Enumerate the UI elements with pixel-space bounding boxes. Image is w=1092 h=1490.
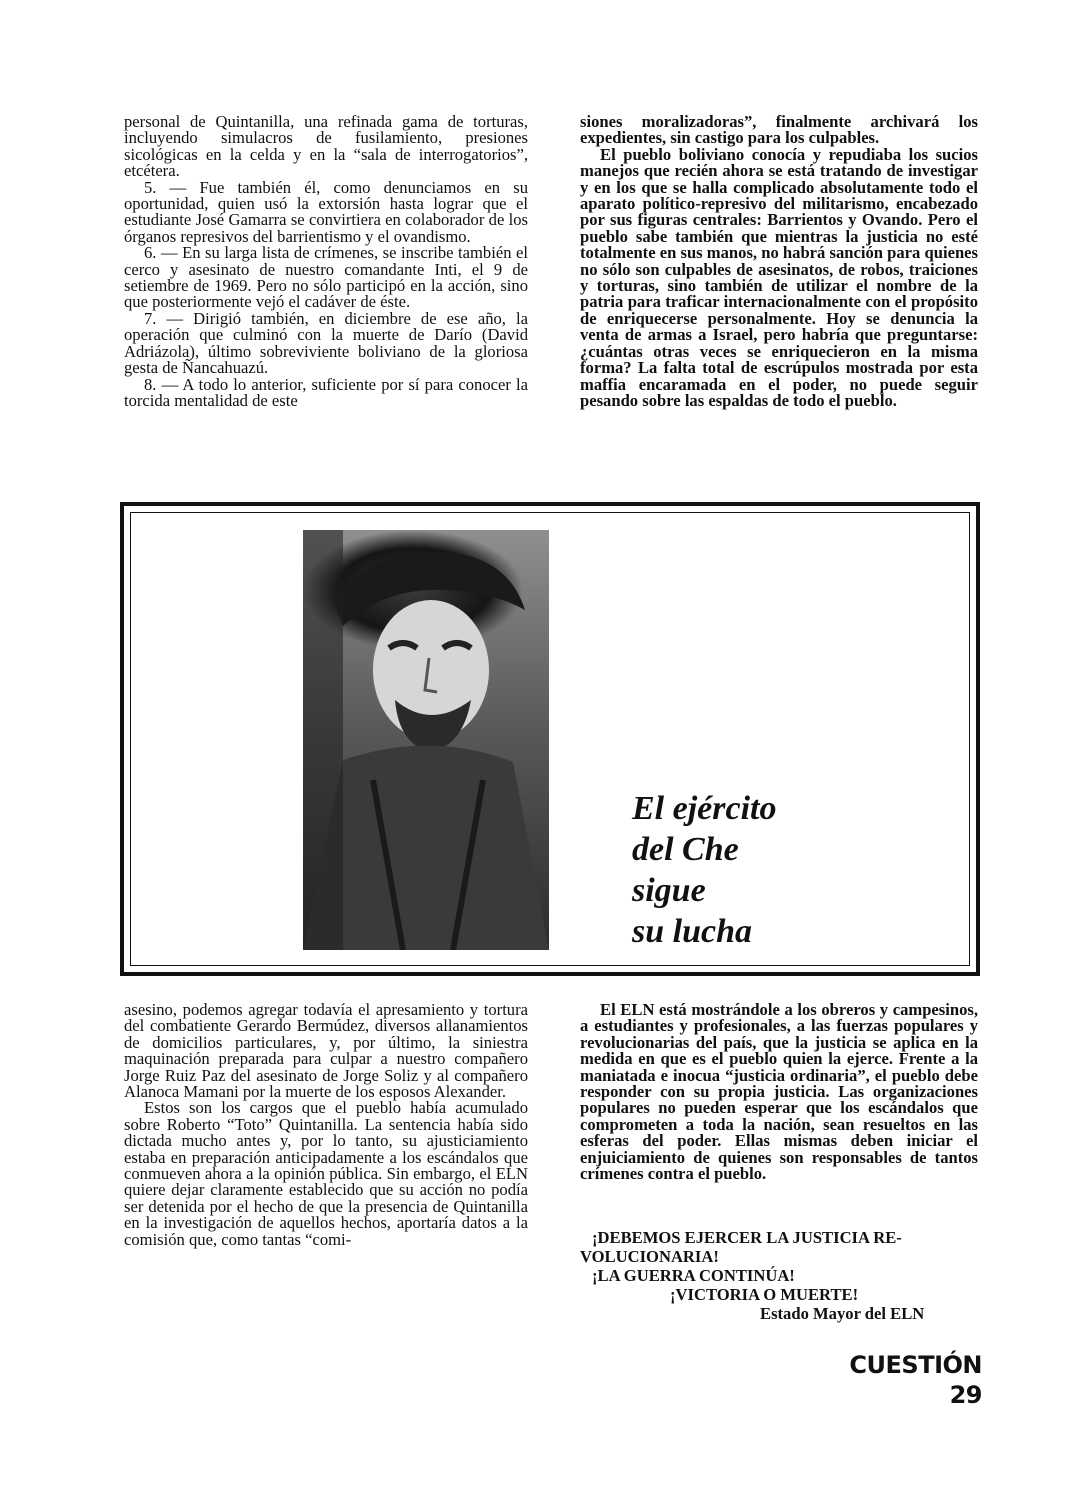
column-bottom-right xyxy=(580,1002,978,1182)
paragraph: El ELN está mostrándole a los obreros y campesinos, a estudiantes y profesionales, a las fuerzas populares y revolucionarias del país, que la justicia se aplica en la medida en que es el pueblo quien la ejerce. Frente a la maniatada e inocua “justicia ordinaria”, el pueblo debe responder con su propia justicia. Las organizaciones populares no pueden esperar que los escándalos que comprometen a toda la nación, sean resueltos en las esferas del poder. Ellas mismas deben iniciar el enjuiciamiento de quienes son responsables de tantos crímenes contra el pueblo. xyxy=(580,1000,978,1184)
photo-caption xyxy=(632,788,882,952)
column-bottom-left xyxy=(124,1002,528,1248)
caption-line: El ejército xyxy=(632,790,777,827)
caption-line: del Che xyxy=(632,831,739,868)
portrait-illustration xyxy=(303,530,549,950)
paragraph: personal de Quintanilla, una refinada gama de torturas, incluyendo simulacros de fusilamiento, presiones sicológicas en la celda y en la “sala de interrogatorios”, etcétera. xyxy=(124,112,528,181)
paragraph: 5. — Fue también él, como denunciamos en su oportunidad, quien usó la extorsión hasta lograr que el estudiante José Gamarra se convirtiera en colaborador de los órganos represivos del barrientismo y el ovandismo. xyxy=(124,177,528,246)
column-top-right xyxy=(580,114,978,409)
paragraph: 8. — A todo lo anterior, suficiente por sí para conocer la torcida mentalidad de este xyxy=(124,374,528,410)
signature: Estado Mayor del ELN xyxy=(760,1304,925,1323)
column-top-left xyxy=(124,114,528,409)
magazine-name: CUESTIÓN xyxy=(849,1351,982,1379)
paragraph: El pueblo boliviano conocía y repudiaba los sucios manejos que recién ahora se está tratando de investigar y en los que se halla complicado absolutamente todo el aparato político-represivo del militarismo, encabezado por sus figuras centrales: Barrientos y Ovando. Pero el pueblo sabe también que mientras la justicia no esté totalmente en sus manos, no habrá sanción para quienes no sólo son culpables de asesinatos, de robos, traiciones y torturas, sino también de utilizar el nombre de la patria para traficar internacionalmente con el propósito de enriquecerse personalmente. Hoy se denuncia la venta de armas a Israel, pero habría que preguntarse: ¿cuántas otras veces se enriquecieron en la misma forma? La falta total de escrúpulos mostrada por esta maffia encaramada en el poder, no puede seguir pesando sobre las espaldas de todo el pueblo. xyxy=(580,144,978,410)
paragraph: 7. — Dirigió también, en diciembre de ese año, la operación que culminó con la muerte de Darío (David Adriázola), último sobreviviente boliviano de la gloriosa gesta de Ñancahuazú. xyxy=(124,308,528,378)
paragraph: Estos son los cargos que el pueblo había acumulado sobre Roberto “Toto” Quintanilla. La sentencia había sido dictada mucho antes y, por lo tanto, su ajusticiamiento estaba en preparación anticipadamente a los escándalos que conmueven ahora a la opinión pública. Sin embargo, el ELN quiere dejar claramente establecido que su acción no podía ser detenida por el hecho de que la presencia de Quintanilla en la investigación de aquellos hechos, aportaría datos a la comisión que, como tantas “comi- xyxy=(124,1098,528,1249)
slogan-line: VOLUCIONARIA! xyxy=(580,1247,719,1266)
slogan-line: ¡DEBEMOS EJERCER LA JUSTICIA RE- xyxy=(592,1228,902,1247)
caption-line: sigue xyxy=(632,872,706,909)
caption-line: su lucha xyxy=(632,913,752,950)
slogan-line: ¡VICTORIA O MUERTE! xyxy=(670,1285,859,1304)
guerrilla-portrait-photo xyxy=(303,530,549,950)
paragraph: 6. — En su larga lista de crímenes, se inscribe también el cerco y asesinato de nuestro comandante Inti, el 9 de setiembre de 1969. Pero no sólo participó en la acción, sino que posteriormente vejó el cadáver de éste. xyxy=(124,243,528,312)
slogan-line: ¡LA GUERRA CONTINÚA! xyxy=(592,1266,795,1285)
paragraph: asesino, podemos agregar todavía el apresamiento y tortura del combatiente Gerardo Bermúdez, diversos allanamientos de domicilios particulares, y, por último, la siniestra maquinación preparada para culpar a nuestro compañero Jorge Ruiz Paz del asesinato de Jorge Soliz y al compañero Alanoca Mamani por la muerte de los esposos Alexander. xyxy=(124,1000,528,1102)
closing-slogans xyxy=(580,1228,980,1323)
page-footer xyxy=(822,1350,982,1410)
page-number: 29 xyxy=(949,1381,982,1409)
paragraph: siones moralizadoras”, finalmente archivará los expedientes, sin castigo para los culpables. xyxy=(580,112,978,148)
